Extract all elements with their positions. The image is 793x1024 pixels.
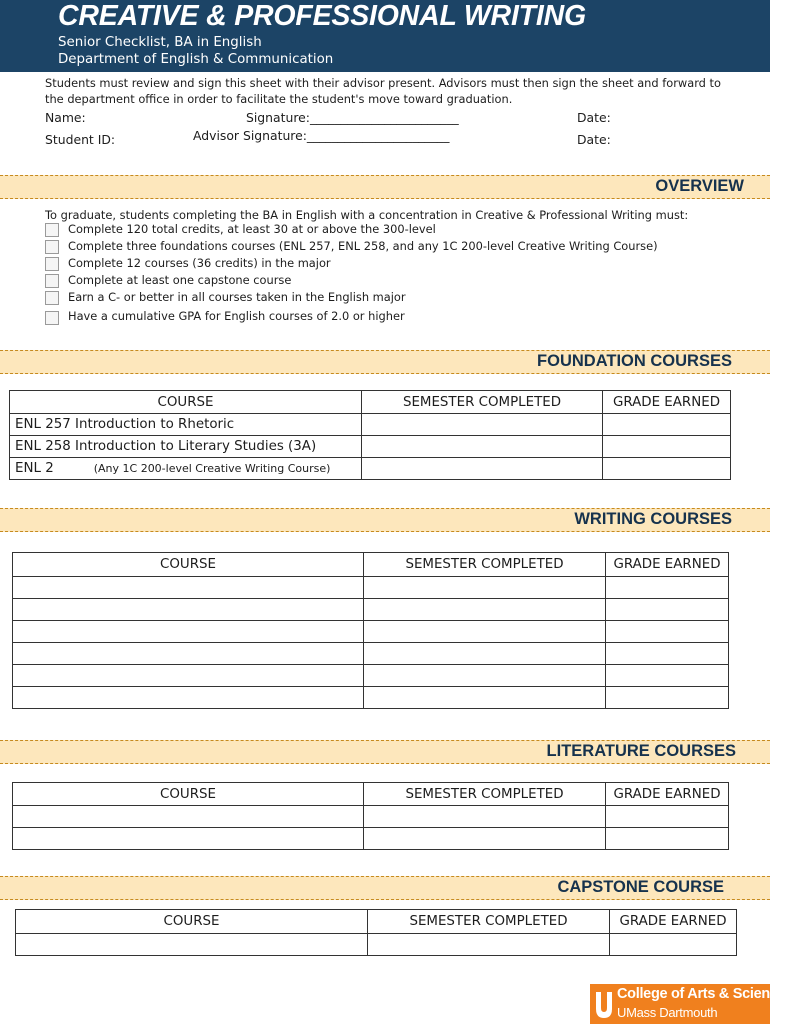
course-column-header: COURSE bbox=[13, 783, 364, 806]
capstone-heading: CAPSTONE COURSE bbox=[557, 878, 724, 896]
grade-cell[interactable] bbox=[606, 621, 729, 643]
course-column-header: COURSE bbox=[16, 910, 368, 934]
date-label: Date: bbox=[577, 110, 611, 125]
semester-column-header: SEMESTER COMPLETED bbox=[362, 391, 603, 414]
course-cell: ENL 257 Introduction to Rhetoric bbox=[10, 414, 362, 436]
course-cell[interactable] bbox=[13, 577, 364, 599]
semester-cell[interactable] bbox=[362, 458, 603, 480]
course-cell[interactable] bbox=[16, 934, 368, 956]
name-label: Name: bbox=[45, 110, 86, 125]
intro-line-1: Students must review and sign this sheet with their advisor present. Advisors must then sign the sheet and forward to bbox=[45, 76, 721, 90]
course-cell: ENL 258 Introduction to Literary Studies (3A) bbox=[10, 436, 362, 458]
literature-band bbox=[0, 740, 770, 764]
course-code: ENL 2 bbox=[15, 461, 54, 476]
semester-column-header: SEMESTER COMPLETED bbox=[364, 783, 606, 806]
grade-column-header: GRADE EARNED bbox=[606, 783, 729, 806]
university-name: UMass Dartmouth bbox=[617, 1005, 718, 1020]
grade-cell[interactable] bbox=[603, 436, 731, 458]
advisor-signature-line[interactable]: Advisor Signature:_______________________ bbox=[193, 128, 450, 143]
overview-item: Complete 120 total credits, at least 30 at or above the 300-level bbox=[68, 222, 436, 236]
foundation-band bbox=[0, 350, 770, 374]
writing-band bbox=[0, 508, 770, 532]
semester-cell[interactable] bbox=[364, 665, 606, 687]
semester-cell[interactable] bbox=[362, 414, 603, 436]
overview-item: Complete at least one capstone course bbox=[68, 273, 292, 287]
date-label-2: Date: bbox=[577, 132, 611, 147]
checkbox-gpa[interactable] bbox=[45, 311, 59, 325]
overview-band bbox=[0, 175, 770, 199]
semester-column-header: SEMESTER COMPLETED bbox=[368, 910, 610, 934]
table-header-row bbox=[10, 391, 731, 414]
literature-heading: LITERATURE COURSES bbox=[546, 742, 736, 760]
semester-cell[interactable] bbox=[362, 436, 603, 458]
grade-cell[interactable] bbox=[606, 577, 729, 599]
foundation-heading: FOUNDATION COURSES bbox=[537, 352, 732, 370]
semester-cell[interactable] bbox=[364, 577, 606, 599]
table-row bbox=[10, 436, 731, 458]
table-row bbox=[13, 577, 729, 599]
grade-cell[interactable] bbox=[606, 665, 729, 687]
table-row bbox=[16, 934, 737, 956]
semester-cell[interactable] bbox=[368, 934, 610, 956]
course-cell[interactable] bbox=[13, 828, 364, 850]
overview-lead: To graduate, students completing the BA in English with a concentration in Creative & Professional Writing must: bbox=[45, 208, 689, 222]
semester-cell[interactable] bbox=[364, 621, 606, 643]
literature-table bbox=[12, 782, 729, 850]
grade-cell[interactable] bbox=[603, 458, 731, 480]
semester-cell[interactable] bbox=[364, 828, 606, 850]
grade-cell[interactable] bbox=[606, 599, 729, 621]
grade-column-header: GRADE EARNED bbox=[606, 553, 729, 577]
table-row bbox=[13, 828, 729, 850]
college-name: College of Arts & Sciences bbox=[617, 986, 793, 1002]
intro-line-2: the department office in order to facilitate the student's move toward graduation. bbox=[45, 92, 513, 106]
table-header-row bbox=[13, 553, 729, 577]
checkbox-credits[interactable] bbox=[45, 223, 59, 237]
college-logo bbox=[590, 984, 793, 1024]
course-cell[interactable] bbox=[13, 599, 364, 621]
grade-column-header: GRADE EARNED bbox=[603, 391, 731, 414]
course-cell bbox=[10, 458, 362, 480]
page-title: CREATIVE & PROFESSIONAL WRITING bbox=[58, 0, 586, 32]
semester-cell[interactable] bbox=[364, 806, 606, 828]
student-id-label: Student ID: bbox=[45, 132, 116, 147]
table-row bbox=[13, 665, 729, 687]
signature-line[interactable]: Signature:________________________ bbox=[246, 110, 459, 125]
course-cell[interactable] bbox=[13, 687, 364, 709]
table-row bbox=[13, 643, 729, 665]
course-column-header: COURSE bbox=[10, 391, 362, 414]
checkbox-capstone[interactable] bbox=[45, 274, 59, 288]
capstone-table bbox=[15, 909, 737, 956]
table-row bbox=[13, 806, 729, 828]
table-header-row bbox=[13, 783, 729, 806]
table-row bbox=[13, 687, 729, 709]
creative-writing-hint: (Any 1C 200-level Creative Writing Course) bbox=[93, 462, 331, 475]
course-cell[interactable] bbox=[13, 621, 364, 643]
overview-item: Earn a C- or better in all courses taken in the English major bbox=[68, 290, 406, 304]
checkbox-foundations[interactable] bbox=[45, 240, 59, 254]
checklist-subtitle: Senior Checklist, BA in English bbox=[58, 35, 262, 50]
checkbox-grade[interactable] bbox=[45, 291, 59, 305]
table-row bbox=[10, 458, 731, 480]
course-column-header: COURSE bbox=[13, 553, 364, 577]
overview-heading: OVERVIEW bbox=[655, 177, 744, 195]
grade-cell[interactable] bbox=[606, 828, 729, 850]
semester-column-header: SEMESTER COMPLETED bbox=[364, 553, 606, 577]
course-cell[interactable] bbox=[13, 806, 364, 828]
table-header-row bbox=[16, 910, 737, 934]
department-subtitle: Department of English & Communication bbox=[58, 52, 334, 67]
writing-table bbox=[12, 552, 729, 709]
grade-cell[interactable] bbox=[610, 934, 737, 956]
course-cell[interactable] bbox=[13, 665, 364, 687]
table-row bbox=[10, 414, 731, 436]
grade-cell[interactable] bbox=[606, 643, 729, 665]
grade-cell[interactable] bbox=[606, 687, 729, 709]
page-header bbox=[0, 0, 770, 72]
semester-cell[interactable] bbox=[364, 643, 606, 665]
overview-item: Complete 12 courses (36 credits) in the major bbox=[68, 256, 331, 270]
grade-cell[interactable] bbox=[606, 806, 729, 828]
grade-column-header: GRADE EARNED bbox=[610, 910, 737, 934]
table-row bbox=[13, 621, 729, 643]
overview-item: Have a cumulative GPA for English courses of 2.0 or higher bbox=[68, 309, 405, 323]
capstone-band bbox=[0, 876, 770, 900]
overview-item: Complete three foundations courses (ENL 257, ENL 258, and any 1C 200-level Creative Writing Course) bbox=[68, 239, 658, 253]
course-cell[interactable] bbox=[13, 643, 364, 665]
checkbox-courses[interactable] bbox=[45, 257, 59, 271]
semester-cell[interactable] bbox=[364, 687, 606, 709]
table-row bbox=[13, 599, 729, 621]
writing-heading: WRITING COURSES bbox=[574, 510, 732, 528]
umass-mark-icon bbox=[594, 990, 614, 1020]
semester-cell[interactable] bbox=[364, 599, 606, 621]
grade-cell[interactable] bbox=[603, 414, 731, 436]
foundation-table bbox=[9, 390, 731, 480]
